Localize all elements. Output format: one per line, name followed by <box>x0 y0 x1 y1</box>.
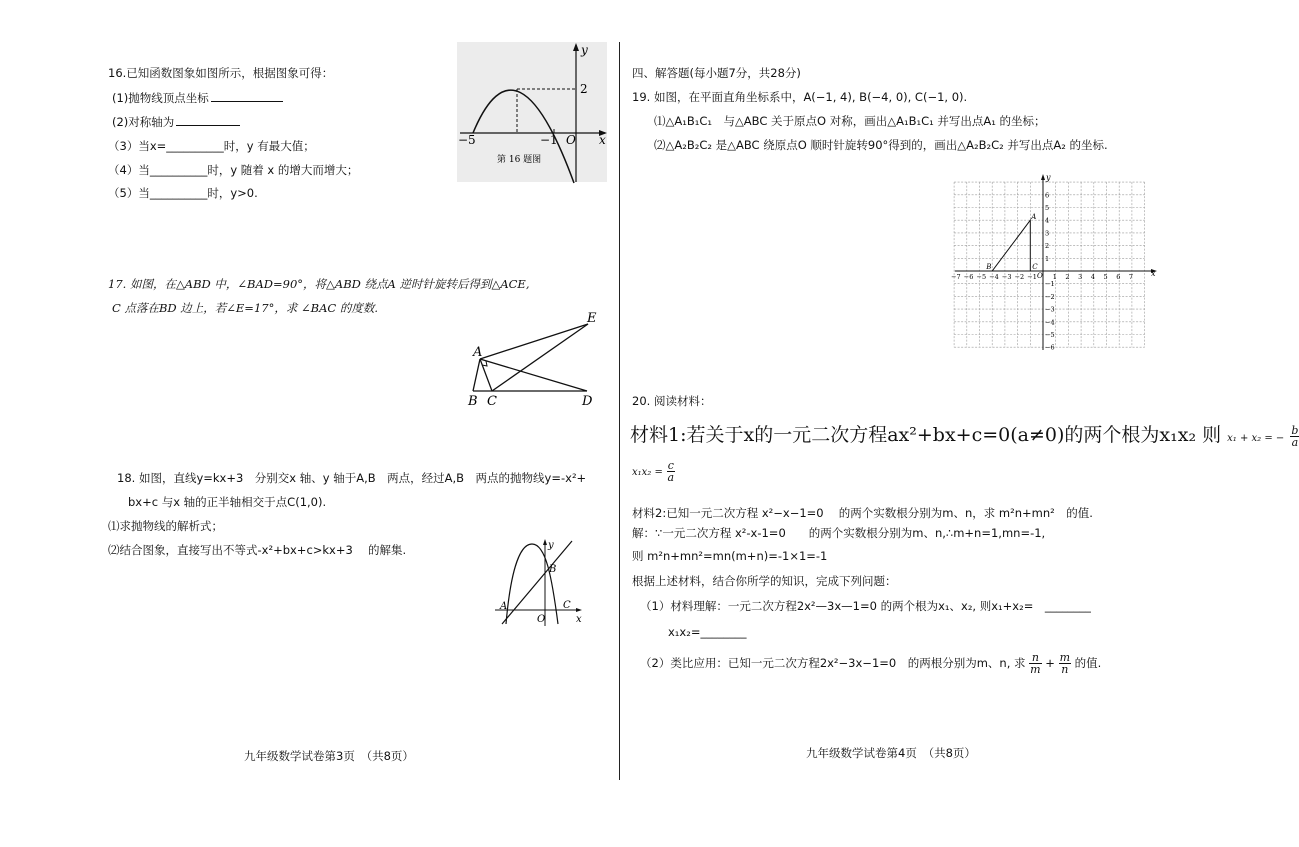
q18-sub-1: ⑴求抛物线的解析式； <box>108 519 223 533</box>
q16-label-y: y <box>581 43 588 57</box>
q16-parabola-figure <box>455 40 615 190</box>
q16-label-origin: O <box>566 133 576 147</box>
q18-label-A: A <box>500 601 508 612</box>
q17-line-2: C 点落在BD 边上，若∠E=17°，求 ∠BAC 的度数. <box>112 301 378 315</box>
q19-x-tick-label: 5 <box>1103 273 1108 281</box>
q19-y-tick-label: 6 <box>1045 191 1050 200</box>
q19-y-tick-label: −4 <box>1045 318 1055 327</box>
q19-sub-2: ⑵△A₂B₂C₂ 是△ABC 绕原点O 顺时针旋转90°得到的，画出△A₂B₂C₂ 并写出点A₂ 的坐标. <box>654 138 1108 152</box>
q19-label-A: A <box>1031 213 1037 222</box>
q19-y-tick-label: −2 <box>1045 292 1055 301</box>
q20-part-1a: （1）材料理解：一元二次方程2x²—3x—1=0 的两个根为x₁、x₂, 则x₁+x₂= ________ <box>640 599 1091 613</box>
q20-title: 20. 阅读材料： <box>632 394 712 408</box>
q16-item-4: （4）当__________时，y 随着 x 的增大而增大； <box>108 163 359 177</box>
q18-label-y: y <box>548 540 554 551</box>
q19-label-B: B <box>986 263 992 271</box>
q19-y-tick-label: 4 <box>1045 216 1050 225</box>
q19-y-tick-label: 3 <box>1045 229 1050 238</box>
q20-material-2: 材料2:已知一元二次方程 x²−x−1=0 的两个实数根分别为m、n，求 m²n+mn² 的值. <box>632 506 1093 520</box>
q20-part-1b: x₁x₂=________ <box>668 625 747 639</box>
q19-coordinate-grid <box>950 172 1160 352</box>
section-heading: 四、解答题(每小题7分，共28分) <box>632 66 801 80</box>
q19-x-tick-label: 4 <box>1090 273 1095 281</box>
q16-label-2: 2 <box>580 82 588 96</box>
q19-y-tick-label: −6 <box>1045 343 1055 352</box>
q18-label-B: B <box>549 564 557 575</box>
q18-line <box>502 541 572 624</box>
q19-x-tick-label: 7 <box>1128 273 1134 281</box>
q19-label-y: y <box>1046 173 1051 182</box>
q17-line-1: 17. 如图，在△ABD 中，∠BAD=90°，将△ABD 绕点A 逆时针旋转后得到△ACE, <box>108 277 530 291</box>
q16-item-1: (1)抛物线顶点坐标 <box>112 92 283 106</box>
q18-sub-2: ⑵结合图象，直接写出不等式-x²+bx+c>kx+3 的解集. <box>108 543 407 557</box>
q16-stem: 16.已知函数图象如图所示，根据图象可得： <box>108 66 334 80</box>
q19-x-tick-label: −7 <box>951 273 961 281</box>
q19-sub-1: ⑴△A₁B₁C₁ 与△ABC 关于原点O 对称，画出△A₁B₁C₁ 并写出点A₁ 的坐标； <box>654 114 1046 128</box>
q19-stem: 19. 如图，在平面直角坐标系中，A(−1, 4), B(−4, 0), C(−1, 0). <box>632 90 968 104</box>
q16-fig-caption: 第 16 题图 <box>497 155 542 165</box>
q19-label-O: O <box>1037 272 1043 280</box>
q20-material-1-product: x₁x₂ = $\frac{c}{a}$ <box>632 459 675 484</box>
q19-x-tick-label: −5 <box>976 273 987 281</box>
q19-label-x: x <box>1151 269 1156 278</box>
page-4-footer: 九年级数学试卷第4页 （共8页） <box>806 746 976 760</box>
q19-label-C: C <box>1032 263 1038 271</box>
q18-graph-figure <box>492 538 592 628</box>
q19-x-tick-label: −2 <box>1014 273 1025 281</box>
q19-y-tick-label: −1 <box>1045 280 1055 289</box>
q19-x-tick-label: 1 <box>1052 273 1057 281</box>
q19-y-tick-label: 1 <box>1045 254 1050 263</box>
q17-label-B: B <box>468 394 478 409</box>
q17-label-C: C <box>487 394 497 409</box>
q16-label-x: x <box>599 133 606 147</box>
q19-x-tick-label: −4 <box>989 273 999 281</box>
q18-line-1: 18. 如图，直线y=kx+3 分别交x 轴、y 轴于A,B 两点，经过A,B 两点的抛物线y=-x²+ <box>117 471 587 485</box>
q20-solution-2: 则 m²n+mn²=mn(m+n)=-1×1=-1 <box>632 549 828 563</box>
q17-triangle-figure <box>468 308 608 410</box>
q19-x-tick-label: −3 <box>1001 273 1012 281</box>
q20-material-1: 材料1:若关于x的一元二次方程ax²+bx+c=0(a≠0)的两个根为x₁x₂ 则 x₁ + x₂ = − $\frac{b}{a}$ <box>630 423 1299 449</box>
q16-item-2: (2)对称轴为 <box>112 116 240 130</box>
q19-x-tick-label: 6 <box>1116 273 1121 281</box>
q16-item-3: （3）当x=__________时，y 有最大值； <box>108 139 315 153</box>
q19-y-tick-label: 5 <box>1045 204 1050 212</box>
q19-x-tick-label: 2 <box>1065 273 1070 281</box>
q16-label-minus1: −1 <box>540 133 558 147</box>
q18-label-C: C <box>563 600 571 611</box>
q18-parabola-curve <box>506 544 558 624</box>
q20-part-2: （2）类比应用：已知一元二次方程2x²−3x−1=0 的两根分别为m、n, 求 $\frac{n}{m}$ + $\frac{m}{n}$ 的值. <box>640 651 1102 676</box>
q18-label-x: x <box>576 614 582 625</box>
q19-x-tick-label: −6 <box>963 273 974 281</box>
q16-item-5: （5）当__________时，y>0. <box>108 186 258 200</box>
page-divider <box>619 42 620 780</box>
q18-line-2: bx+c 与x 轴的正半轴相交于点C(1,0). <box>128 495 327 509</box>
q19-y-tick-label: −5 <box>1045 331 1055 339</box>
q20-solution-1: 解：∵一元二次方程 x²-x-1=0 的两个实数根分别为m、n,∴m+n=1,mn=-1, <box>632 526 1046 540</box>
q19-y-tick-label: 2 <box>1045 242 1050 251</box>
q17-label-A: A <box>473 345 483 360</box>
q19-y-tick-label: −3 <box>1045 305 1055 314</box>
q18-label-O: O <box>537 614 546 625</box>
q19-x-tick-label: −1 <box>1027 273 1037 281</box>
q20-prompt: 根据上述材料，结合你所学的知识，完成下列问题： <box>632 574 897 588</box>
q17-label-E: E <box>587 311 597 326</box>
q19-x-tick-label: 3 <box>1078 273 1083 281</box>
q17-label-D: D <box>582 394 593 409</box>
q16-label-minus5: −5 <box>458 133 476 147</box>
page-3-footer: 九年级数学试卷第3页 （共8页） <box>244 749 414 763</box>
